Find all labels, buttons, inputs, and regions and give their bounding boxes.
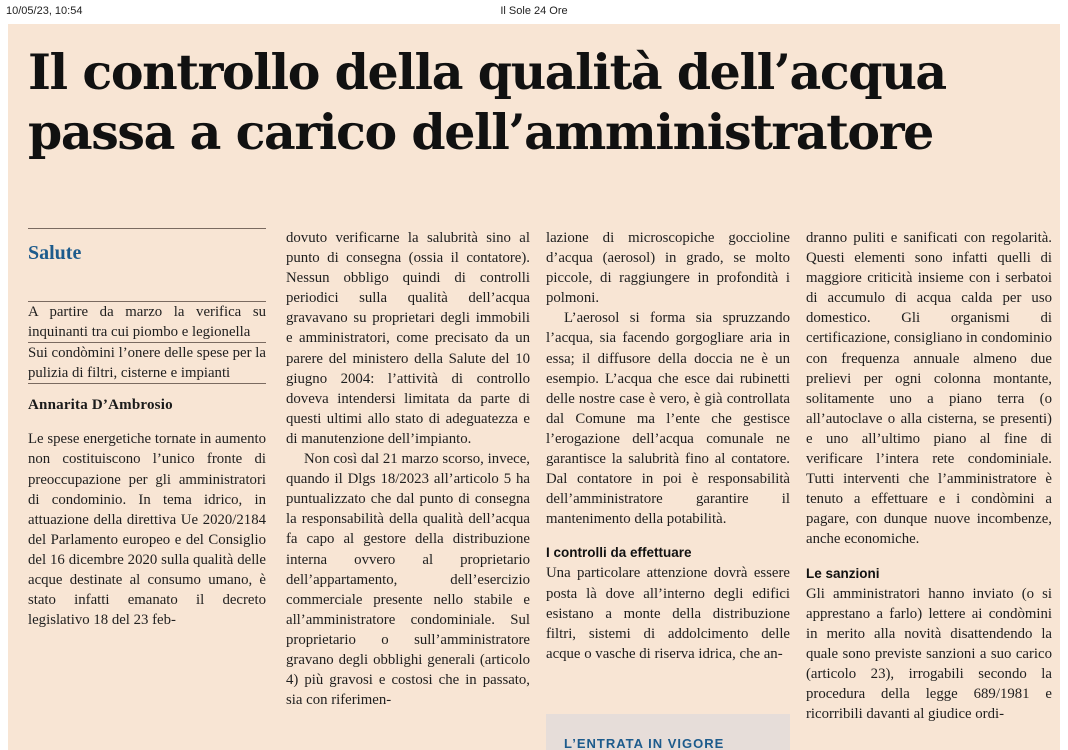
body-paragraph: dovuto verificarne la salubrità sino al punto di consegna (ossia il contatore). Nessun obbligo quindi di controlli periodici sulla qualità dell’acqua gravavano su proprietari degli immobili e amministratori, come precisato da un parere del ministero della Salute del 10 giugno 2004: l’attività di controllo doveva intendersi limitata da parte di questi ultimi allo stato di adeguatezza e di manutenzione dell’impianto. <box>286 230 530 447</box>
sidebar-column <box>28 228 266 750</box>
newspaper-page <box>8 24 1060 750</box>
body-paragraph: L’aerosol si forma sia spruzzando l’acqua, sia facendo gorgogliare aria in essa; il diffusore della doccia ne è un esempio. L’acqua che esce dai rubinetti delle nostre case è vero, è già controllata dal Comune ma l’ente che gestisce l’erogazione dell’acqua comunale ne garantisce la salubrità fino al contatore. Dal contatore in poi è responsabilità dell’amministratore garantire il mantenimento della potabilità. <box>546 310 790 528</box>
divider <box>28 228 266 229</box>
article-column <box>806 228 1052 750</box>
body-paragraph: dranno puliti e sanificati con regolarità. Questi elementi sono infatti quelli di maggiore criticità insieme con i serbatoi di accumulo di acqua calda per uso domestico. Gli organismi di certificazione, consigliano in condominio con frequenza annuale almeno due prelievi per ogni colonna montante, solitamente uno a piano terra (o all’autoclave o alla cisterna, se presenti) e uno all’ultimo piano al fine di verificare l’intera rete condominiale. Tutti interventi che l’amministratore è tenuto a effettuare e i condòmini a pagare, con dunque nuove incombenze, anche economiche. <box>806 230 1052 548</box>
print-header <box>0 0 1068 24</box>
body-paragraph: Gli amministratori hanno inviato (o si apprestano a farlo) lettere ai condòmini in merito alla novità disattendendo la quale sono previste sanzioni a suo carico (articolo 23), irrogabili secondo la procedura della legge 689/1981 e ricorribili davanti al giudice ordi- <box>806 585 1052 723</box>
author-byline: Annarita D’Ambrosio <box>28 397 173 414</box>
body-paragraph: Una particolare attenzione dovrà essere posta là dove all’interno degli edifici esistano a monte della distribuzione filtri, sistemi di addolcimento delle acque o vasche di riserva idrica, che an- <box>546 565 790 662</box>
section-subhead: Le sanzioni <box>806 565 880 581</box>
print-timestamp: 10/05/23, 10:54 <box>6 5 83 17</box>
print-source: Il Sole 24 Ore <box>500 5 568 17</box>
article-headline: Il controllo della qualità dell’acqua passa a carico dell’amministratore <box>28 43 946 161</box>
article-column <box>286 228 530 750</box>
info-box <box>546 714 790 750</box>
category-label: Salute <box>28 242 82 264</box>
article-column <box>546 228 790 750</box>
summary-point: Sui condòmini l’onere delle spese per la pulizia di filtri, cisterne e impianti <box>28 345 266 382</box>
divider <box>28 383 266 384</box>
body-paragraph: Non così dal 21 marzo scorso, invece, quando il Dlgs 18/2023 all’articolo 5 ha puntualizzato che dal punto di consegna la responsabilità della qualità dell’acqua fa capo al gestore della distribuzione interna ovvero al proprietario dell’appartamento, dell’esercizio commerciale presente nello stabile e all’amministratore condominiale. Sul proprietario o sull’amministratore gravano degli obblighi generali (articolo 4) più gravosi e costosi che in passato, sia con riferimen- <box>286 451 530 709</box>
section-subhead: I controlli da effettuare <box>546 545 692 561</box>
body-paragraph: lazione di microscopiche goccioline d’acqua (aerosol) in grado, se molto piccole, di raggiungere in profondità i polmoni. <box>546 230 790 307</box>
summary-point: A partire da marzo la verifica su inquinanti tra cui piombo e legionella <box>28 304 266 341</box>
body-paragraph: Le spese energetiche tornate in aumento non costituiscono l’unico fronte di preoccupazione per gli amministratori di condominio. In tema idrico, in attuazione della direttiva Ue 2020/2184 del Parlamento europeo e del Consiglio del 16 dicembre 2020 sulla qualità delle acque destinate al consumo umano, è stato infatti emanato il decreto legislativo 18 del 23 feb- <box>28 431 266 629</box>
info-box-title: L’ENTRATA IN VIGORE <box>564 736 725 750</box>
